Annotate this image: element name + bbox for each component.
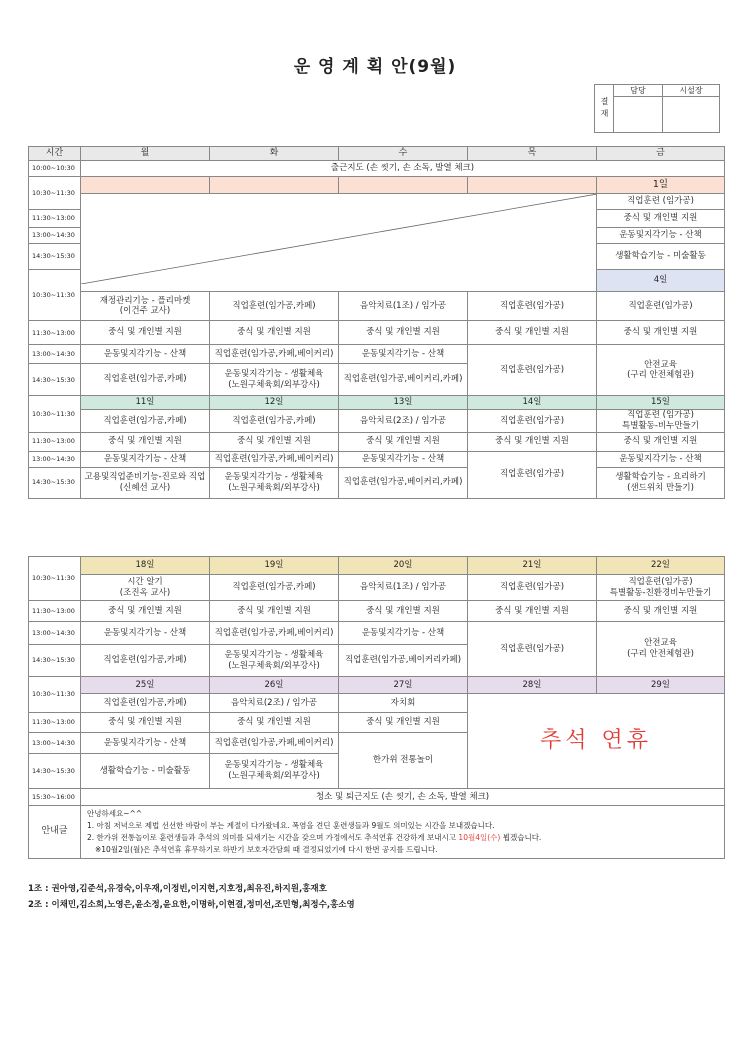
instructor: (노원구체육회/외부강사) <box>228 379 320 390</box>
cell-w5-tue-r4 <box>210 754 339 789</box>
cell-w2-wed-r4: 직업훈련(임가공,베이커리,카페) <box>339 364 468 396</box>
activity: 시간 알기 <box>127 576 163 587</box>
approval-box <box>594 84 720 133</box>
cell-w5-wed-r3: 한가위 전통놀이 <box>339 733 468 789</box>
header-time: 시간 <box>29 147 81 161</box>
activity-detail: (샌드위치 만들기) <box>627 482 694 493</box>
cell-w4-tue-r4 <box>210 645 339 677</box>
activity: 재정관리기능 - 플리마켓 <box>99 295 191 306</box>
cell-w2-mon-r1 <box>81 292 210 321</box>
cell-w3-fri-r3: 운동및지각기능 - 산책 <box>597 451 725 467</box>
activity: 직업훈련 (임가공) <box>627 410 694 421</box>
time-label: 11:30~13:00 <box>29 210 81 228</box>
cell-w3-fri-r1 <box>597 410 725 432</box>
date-19: 19일 <box>210 557 339 575</box>
time-label: 10:30~11:30 <box>29 270 81 321</box>
activity-special: 특별활동-비누만들기 <box>622 420 699 431</box>
cell-w3-thu-r1: 직업훈련(임가공) <box>468 410 597 432</box>
notice-body <box>81 806 725 859</box>
date-20: 20일 <box>339 557 468 575</box>
date-22: 22일 <box>597 557 725 575</box>
date-12: 12일 <box>210 396 339 410</box>
cell-w4-meal: 중식 및 개인별 지원 <box>81 601 210 622</box>
activity: 안전교육 <box>644 359 677 370</box>
date-28: 28일 <box>468 677 597 694</box>
cell-w3-mon-r3: 운동및지각기능 - 산책 <box>81 451 210 467</box>
cell-w4-meal: 중식 및 개인별 지원 <box>468 601 597 622</box>
instructor: (노원구체육회/외부강사) <box>228 482 320 493</box>
time-label: 14:30~15:30 <box>29 244 81 270</box>
date-29: 29일 <box>597 677 725 694</box>
time-label: 14:30~15:30 <box>29 754 81 789</box>
cell-w4-meal: 중식 및 개인별 지원 <box>597 601 725 622</box>
cell-w3-wed-r1: 음악치료(2조) / 임가공 <box>339 410 468 432</box>
cell-w3-wed-r4: 직업훈련(임가공,베이커리,카페) <box>339 467 468 498</box>
cell-w3-tue-r1: 직업훈련(임가공,카페) <box>210 410 339 432</box>
date-4: 4일 <box>597 270 725 292</box>
cell-w5-meal: 중식 및 개인별 지원 <box>339 713 468 733</box>
cell-w4-thu-r1: 직업훈련(임가공) <box>468 575 597 601</box>
cell-w2-meal: 중식 및 개인별 지원 <box>597 321 725 345</box>
notice-return-date: 10월4일(수) <box>458 833 501 842</box>
date-cell-empty <box>339 177 468 194</box>
location: (구리 안전체험관) <box>627 649 694 659</box>
cell-w2-meal: 중식 및 개인별 지원 <box>339 321 468 345</box>
cell-w3-meal: 중식 및 개인별 지원 <box>210 432 339 451</box>
page-title: 운 영 계 획 안(9월) <box>293 57 457 77</box>
cell-w3-mon-r1: 직업훈련(임가공,카페) <box>81 410 210 432</box>
activity: 안전교육 <box>644 638 677 649</box>
cell-w2-thu-r1: 직업훈련(임가공) <box>468 292 597 321</box>
cell-w3-tue-r3: 직업훈련(임가공,카페,베이커리) <box>210 451 339 467</box>
time-label: 14:30~15:30 <box>29 364 81 396</box>
cell-w4-tue-r1: 직업훈련(임가공,카페) <box>210 575 339 601</box>
cell-w3-fri-r4 <box>597 467 725 498</box>
cell-w3-meal: 중식 및 개인별 지원 <box>468 432 597 451</box>
schedule-table-lower <box>28 556 725 859</box>
group-1: 1조 : 권아영,김준석,유경숙,이우재,이정빈,이지현,지호정,최유진,하지원,홍재호 <box>28 884 327 894</box>
cell-w4-wed-r3: 운동및지각기능 - 산책 <box>339 622 468 645</box>
date-1: 1일 <box>597 177 725 194</box>
approval-col-director: 시설장 <box>663 85 720 97</box>
time-label: 13:00~14:30 <box>29 451 81 467</box>
teacher: (조진옥 교사) <box>119 587 171 598</box>
approval-label: 결재 <box>595 85 614 133</box>
notice-line-1: 1. 아침 저녁으로 제법 선선한 바람이 부는 계절이 다가왔네요. 폭염을 견딘 훈련생들과 9월도 의미있는 시간을 보내겠습니다. <box>87 821 495 830</box>
cell-w4-fri-r1 <box>597 575 725 601</box>
cell-w5-tue-r3: 직업훈련(임가공,카페,베이커리) <box>210 733 339 754</box>
cell-w2-fri-r3 <box>597 345 725 396</box>
header-tue: 화 <box>210 147 339 161</box>
cell-w4-meal: 중식 및 개인별 지원 <box>339 601 468 622</box>
date-25: 25일 <box>81 677 210 694</box>
cell-w2-tue-r3: 직업훈련(임가공,카페,베이커리) <box>210 345 339 364</box>
date-cell-empty <box>468 177 597 194</box>
time-label: 13:00~14:30 <box>29 228 81 244</box>
activity: 고용및직업준비기능-진로와 직업 <box>84 471 206 482</box>
cell-w3-mon-r4 <box>81 467 210 498</box>
holiday-label: 추석 연휴 <box>539 728 652 754</box>
time-label: 10:30~11:30 <box>29 396 81 432</box>
activity: 운동및지각기능 - 생활체육 <box>224 471 324 482</box>
header-fri: 금 <box>597 147 725 161</box>
time-label: 15:30~16:00 <box>29 789 81 806</box>
cell-w2-meal: 중식 및 개인별 지원 <box>468 321 597 345</box>
date-11: 11일 <box>81 396 210 410</box>
cell-w2-meal: 중식 및 개인별 지원 <box>81 321 210 345</box>
cell-w3-meal: 중식 및 개인별 지원 <box>81 432 210 451</box>
cell-w4-wed-r4: 직업훈련(임가공,베이커리카페) <box>339 645 468 677</box>
activity: 생활학습기능 - 요리하기 <box>615 471 706 482</box>
diagonal-strike <box>81 194 597 284</box>
date-cell-empty <box>81 177 210 194</box>
activity: 운동및지각기능 - 생활체육 <box>224 760 324 771</box>
time-label: 10:30~11:30 <box>29 677 81 713</box>
time-label: 14:30~15:30 <box>29 467 81 498</box>
cell-w4-mon-r4: 직업훈련(임가공,카페) <box>81 645 210 677</box>
time-label: 10:30~11:30 <box>29 177 81 210</box>
cell-w4-meal: 중식 및 개인별 지원 <box>210 601 339 622</box>
approval-col-manager: 담당 <box>614 85 663 97</box>
cell-w1-fri-r4: 생활학습기능 - 미술활동 <box>597 244 725 270</box>
leaving-guidance: 청소 및 퇴근지도 (손 씻기, 손 소독, 발열 체크) <box>81 789 725 806</box>
cell-w5-mon-r3: 운동및지각기능 - 산책 <box>81 733 210 754</box>
cell-w5-meal: 중식 및 개인별 지원 <box>210 713 339 733</box>
cell-w1-fri-r1: 직업훈련 (임가공) <box>597 194 725 210</box>
date-18: 18일 <box>81 557 210 575</box>
time-label: 11:30~13:00 <box>29 713 81 733</box>
cell-w5-tue-r1: 음악치료(2조) / 임가공 <box>210 694 339 713</box>
approval-sign-director[interactable] <box>663 97 720 133</box>
cell-w4-mon-r3: 운동및지각기능 - 산책 <box>81 622 210 645</box>
cell-w4-mon-r1 <box>81 575 210 601</box>
cell-w5-wed-r1: 자치회 <box>339 694 468 713</box>
teacher: (이건주 교사) <box>119 306 171 317</box>
cell-w2-meal: 중식 및 개인별 지원 <box>210 321 339 345</box>
date-15: 15일 <box>597 396 725 410</box>
date-27: 27일 <box>339 677 468 694</box>
cell-w3-tue-r4 <box>210 467 339 498</box>
teacher: (신혜선 교사) <box>119 482 171 493</box>
activity: 운동및지각기능 - 생활체육 <box>224 369 324 380</box>
cell-w1-fri-r3: 운동및지각기능 - 산책 <box>597 228 725 244</box>
arrival-guidance: 출근지도 (손 씻기, 손 소독, 발열 체크) <box>81 161 725 177</box>
cell-w2-mon-r4: 직업훈련(임가공,카페) <box>81 364 210 396</box>
notice-line-2 <box>87 832 718 844</box>
instructor: (노원구체육회/외부강사) <box>228 660 320 671</box>
cell-w2-tue-r1: 직업훈련(임가공,카페) <box>210 292 339 321</box>
header-thu: 목 <box>468 147 597 161</box>
group-list <box>28 881 355 913</box>
no-schedule-area <box>81 194 597 292</box>
date-14: 14일 <box>468 396 597 410</box>
time-label: 13:00~14:30 <box>29 622 81 645</box>
cell-w3-thu-r3: 직업훈련(임가공) <box>468 451 597 498</box>
schedule-table-upper <box>28 146 725 499</box>
cell-w5-mon-r1: 직업훈련(임가공,카페) <box>81 694 210 713</box>
cell-w2-wed-r3: 운동및지각기능 - 산책 <box>339 345 468 364</box>
holiday-cell <box>468 694 725 789</box>
cell-w4-wed-r1: 음악치료(1조) / 임가공 <box>339 575 468 601</box>
cell-w4-thu-r3: 직업훈련(임가공) <box>468 622 597 677</box>
time-label: 10:30~11:30 <box>29 557 81 601</box>
activity-special: 특별활동-친환경비누만들기 <box>609 587 712 598</box>
time-label: 11:30~13:00 <box>29 432 81 451</box>
time-label: 13:00~14:30 <box>29 345 81 364</box>
notice-greeting: 안녕하세요~^^ <box>87 809 143 818</box>
cell-w5-mon-r4: 생활학습기능 - 미술활동 <box>81 754 210 789</box>
date-13: 13일 <box>339 396 468 410</box>
time-label: 14:30~15:30 <box>29 645 81 677</box>
instructor: (노원구체육회/외부강사) <box>228 771 320 781</box>
cell-w3-meal: 중식 및 개인별 지원 <box>339 432 468 451</box>
activity: 직업훈련(임가공) <box>628 576 693 587</box>
cell-w3-wed-r3: 운동및지각기능 - 산책 <box>339 451 468 467</box>
header-mon: 월 <box>81 147 210 161</box>
cell-w2-wed-r1: 음악치료(1조) / 임가공 <box>339 292 468 321</box>
time-label: 10:00~10:30 <box>29 161 81 177</box>
date-26: 26일 <box>210 677 339 694</box>
cell-w1-fri-meal: 중식 및 개인별 지원 <box>597 210 725 228</box>
approval-sign-manager[interactable] <box>614 97 663 133</box>
cell-w5-meal: 중식 및 개인별 지원 <box>81 713 210 733</box>
cell-w3-meal: 중식 및 개인별 지원 <box>597 432 725 451</box>
location: (구리 안전체험관) <box>627 370 694 381</box>
time-label: 13:00~14:30 <box>29 733 81 754</box>
time-label: 11:30~13:00 <box>29 321 81 345</box>
time-label: 11:30~13:00 <box>29 601 81 622</box>
cell-w4-fri-r3 <box>597 622 725 677</box>
notice-line-3: ※10월2일(월)은 추석연휴 휴무하기로 하반기 보호자간담회 때 결정되었기에 다시 한번 공지를 드립니다. <box>95 845 438 854</box>
group-2: 2조 : 이채민,김소희,노영은,윤소정,윤요한,이명하,이현결,정미선,조민형,최정수,홍소영 <box>28 900 355 911</box>
cell-w2-thu-r3: 직업훈련(임가공) <box>468 345 597 396</box>
notice-text: 2. 한가위 전통놀이로 훈련생들과 추석의 의미를 되새기는 시간을 갖으며 가정에서도 추석연휴 건강하게 보내시고 <box>87 833 459 842</box>
cell-w2-fri-r1: 직업훈련(임가공) <box>597 292 725 321</box>
date-cell-empty <box>210 177 339 194</box>
notice-label: 안내글 <box>29 806 81 859</box>
notice-text: 뵙겠습니다. <box>500 833 542 842</box>
activity: 운동및지각기능 - 생활체육 <box>224 649 324 660</box>
cell-w2-mon-r3: 운동및지각기능 - 산책 <box>81 345 210 364</box>
date-21: 21일 <box>468 557 597 575</box>
header-wed: 수 <box>339 147 468 161</box>
cell-w4-tue-r3: 직업훈련(임가공,카페,베이커리) <box>210 622 339 645</box>
cell-w2-tue-r4 <box>210 364 339 396</box>
